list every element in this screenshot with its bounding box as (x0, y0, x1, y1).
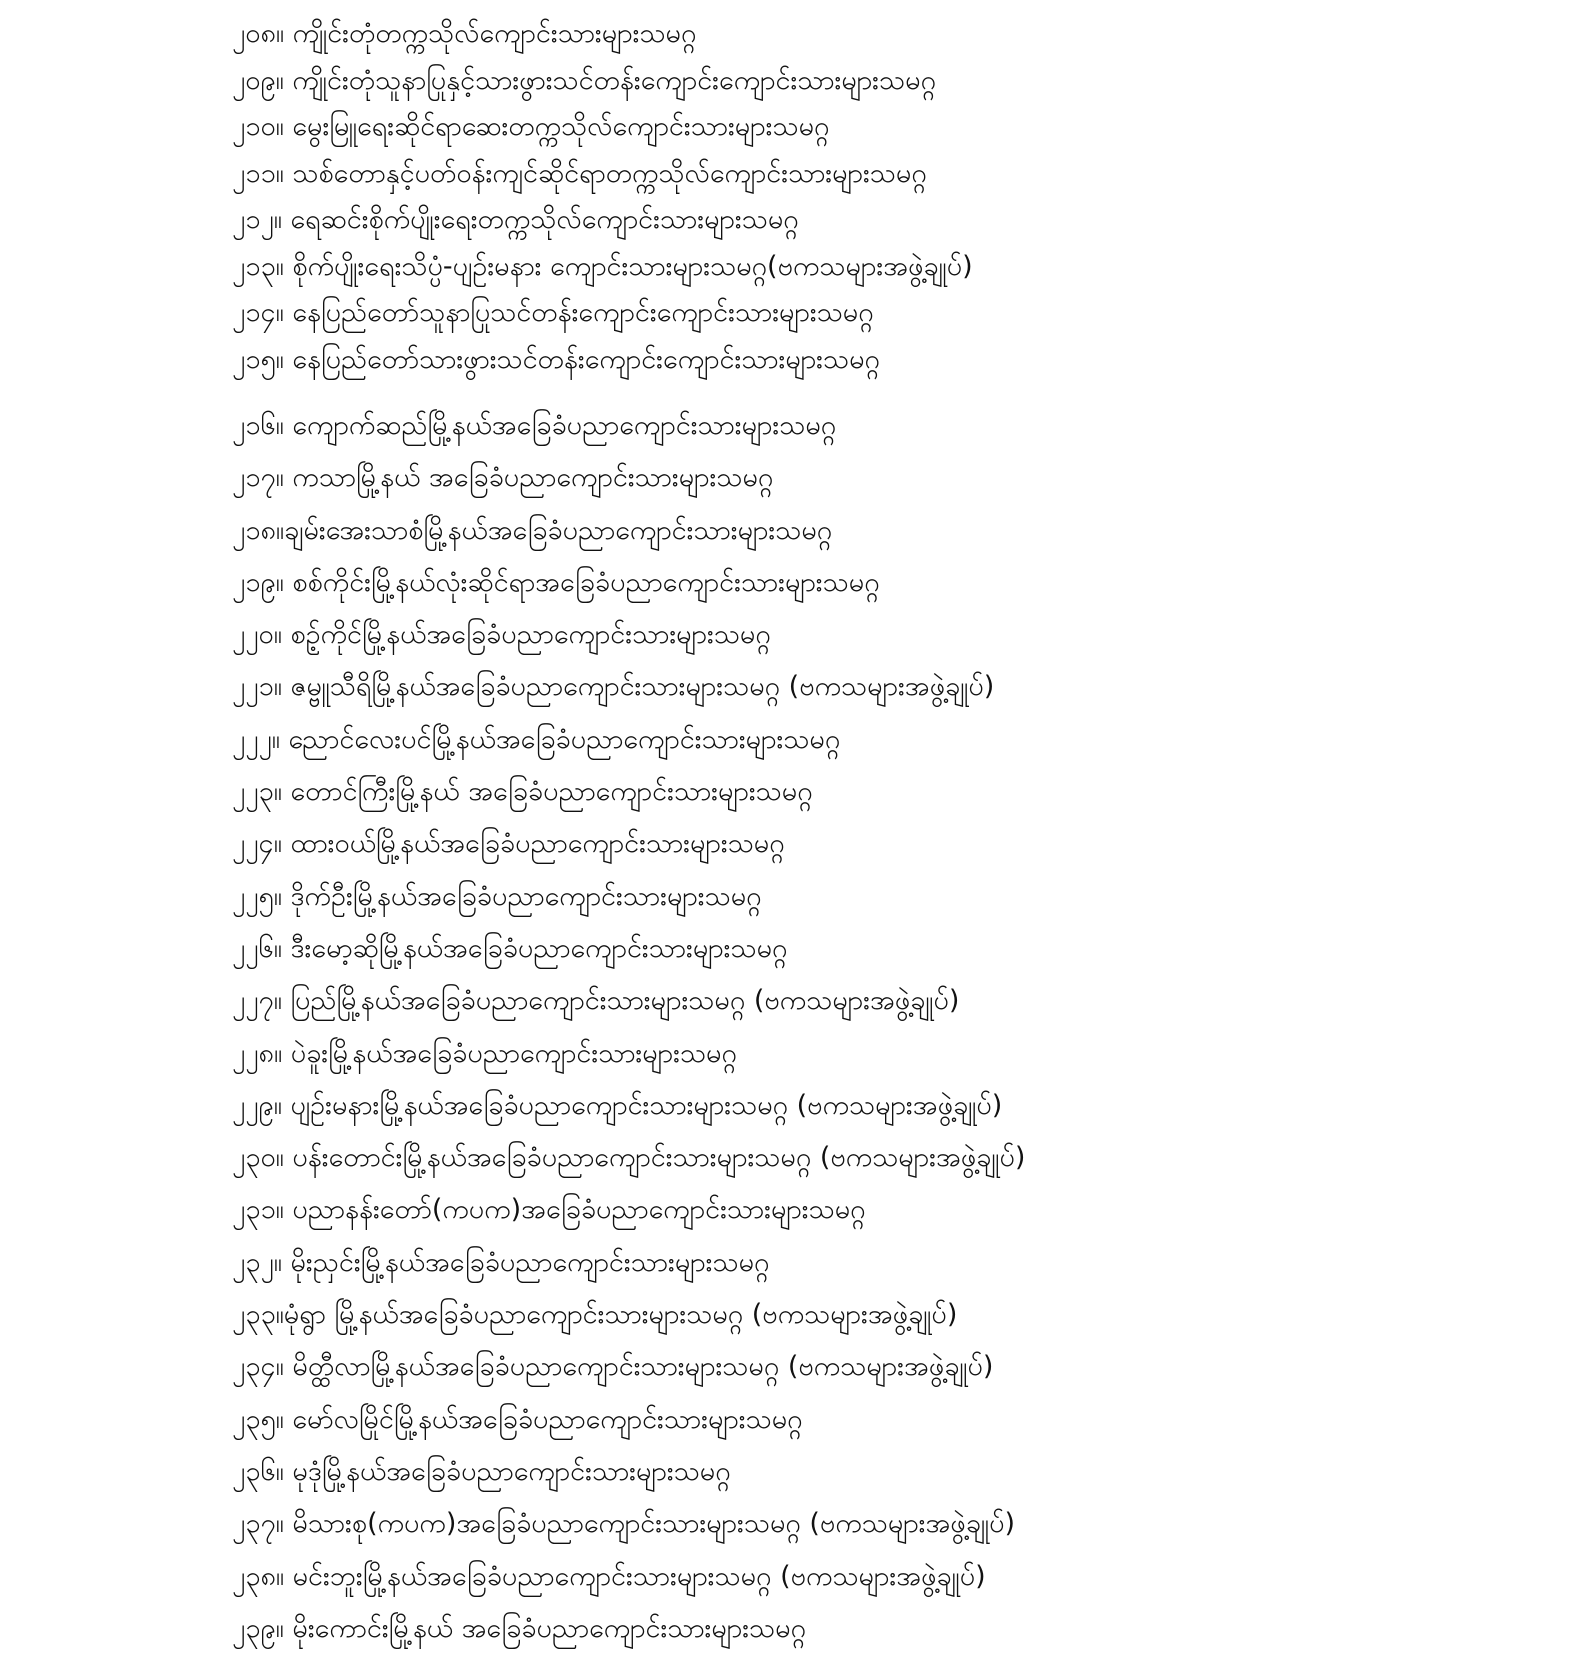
list-item: ၂၁၈။ချမ်းအေးသာစံမြို့နယ်အခြေခံပညာကျောင်းသားများသမဂ္ဂ (232, 514, 833, 546)
list-item: ၂၂၃။ တောင်ကြီးမြို့နယ် အခြေခံပညာကျောင်းသားများသမဂ္ဂ (232, 776, 813, 808)
union-list-group-a (232, 18, 1532, 390)
list-item: ၂၂၉။ ပျဉ်းမနားမြို့နယ်အခြေခံပညာကျောင်းသားများသမဂ္ဂ (ဗကသများအဖွဲ့ချုပ်) (232, 1089, 1003, 1121)
list-item: ၂၀၉။ ကျိုင်းတုံသူနာပြုနှင့်သားဖွားသင်တန်းကျောင်းကျောင်းသားများသမဂ္ဂ (232, 64, 936, 96)
list-item: ၂၃၅။ မော်လမြိုင်မြို့နယ်အခြေခံပညာကျောင်းသားများသမဂ္ဂ (232, 1403, 803, 1435)
list-item: ၂၂၁။ ဇမ္ဗူသီရိမြို့နယ်အခြေခံပညာကျောင်းသားများသမဂ္ဂ (ဗကသများအဖွဲ့ချုပ်) (232, 671, 995, 703)
list-item: ၂၁၁။ သစ်တောနှင့်ပတ်ဝန်းကျင်ဆိုင်ရာတက္ကသိုလ်ကျောင်းသားများသမဂ္ဂ (232, 157, 927, 189)
list-item: ၂၂၂။ ညောင်လေးပင်မြို့နယ်အခြေခံပညာကျောင်းသားများသမဂ္ဂ (232, 723, 841, 755)
list-item: ၂၃၉။ မိုးကောင်းမြို့နယ် အခြေခံပညာကျောင်းသားများသမဂ္ဂ (232, 1612, 807, 1644)
list-item: ၂၂၀။ စဉ့်ကိုင်မြို့နယ်အခြေခံပညာကျောင်းသားများသမဂ္ဂ (232, 619, 771, 651)
list-item: ၂၁၄။ နေပြည်တော်သူနာပြုသင်တန်းကျောင်းကျောင်းသားများသမဂ္ဂ (232, 297, 874, 328)
union-list-group-b (232, 410, 1532, 1665)
list-item: ၂၃၆။ မုဒုံမြို့နယ်အခြေခံပညာကျောင်းသားများသမဂ္ဂ (232, 1455, 731, 1487)
list-item: ၂၂၅။ ဒိုက်ဦးမြို့နယ်အခြေခံပညာကျောင်းသားများသမဂ္ဂ (232, 880, 762, 912)
list-item: ၂၃၃။မုံရွာ မြို့နယ်အခြေခံပညာကျောင်းသားများသမဂ္ဂ (ဗကသများအဖွဲ့ချုပ်) (232, 1299, 958, 1331)
list-item: ၂၃၁။ ပညာနန်းတော်(ကပက)အခြေခံပညာကျောင်းသားများသမဂ္ဂ (232, 1194, 866, 1226)
list-item: ၂၂၇။ ပြည်မြို့နယ်အခြေခံပညာကျောင်းသားများသမဂ္ဂ (ဗကသများအဖွဲ့ချုပ်) (232, 985, 960, 1017)
list-item: ၂၂၈။ ပဲခူးမြို့နယ်အခြေခံပညာကျောင်းသားများသမဂ္ဂ (232, 1037, 737, 1069)
list-item: ၂၁၂။ ရေဆင်းစိုက်ပျိုးရေးတက္ကသိုလ်ကျောင်းသားများသမဂ္ဂ (232, 204, 799, 235)
list-item: ၂၁၆။ ကျောက်ဆည်မြို့နယ်အခြေခံပညာကျောင်းသားများသမဂ္ဂ (232, 410, 837, 441)
list-item: ၂၃၄။ မိတ္ထီလာမြို့နယ်အခြေခံပညာကျောင်းသားများသမဂ္ဂ (ဗကသများအဖွဲ့ချုပ်) (232, 1351, 994, 1383)
list-item: ၂၂၆။ ဒီးမော့ဆိုမြို့နယ်အခြေခံပညာကျောင်းသားများသမဂ္ဂ (232, 932, 788, 964)
union-list (232, 18, 1532, 1665)
list-item: ၂၃၈။ မင်းဘူးမြို့နယ်အခြေခံပညာကျောင်းသားများသမဂ္ဂ (ဗကသများအဖွဲ့ချုပ်) (232, 1560, 986, 1592)
list-item: ၂၀၈။ ကျိုင်းတုံတက္ကသိုလ်ကျောင်းသားများသမဂ္ဂ (232, 18, 697, 49)
list-item: ၂၁၅။ နေပြည်တော်သားဖွားသင်တန်းကျောင်းကျောင်းသားများသမဂ္ဂ (232, 343, 880, 375)
list-item: ၂၁၉။ စစ်ကိုင်းမြို့နယ်လုံးဆိုင်ရာအခြေခံပညာကျောင်းသားများသမဂ္ဂ (232, 566, 880, 598)
list-item: ၂၃၂။ မိုးညှင်းမြို့နယ်အခြေခံပညာကျောင်းသားများသမဂ္ဂ (232, 1246, 770, 1278)
list-item: ၂၂၄။ ထားဝယ်မြို့နယ်အခြေခံပညာကျောင်းသားများသမဂ္ဂ (232, 828, 785, 860)
list-item: ၂၁၃။ စိုက်ပျိုးရေးသိပ္ပံ-ပျဉ်းမနား ကျောင်းသားများသမဂ္ဂ(ဗကသများအဖွဲ့ချုပ်) (232, 250, 973, 282)
list-item: ၂၃၇။ မိသားစု(ကပက)အခြေခံပညာကျောင်းသားများသမဂ္ဂ (ဗကသများအဖွဲ့ချုပ်) (232, 1508, 1015, 1540)
list-item: ၂၁၀။ မွေးမြူရေးဆိုင်ရာဆေးတက္ကသိုလ်ကျောင်းသားများသမဂ္ဂ (232, 111, 830, 142)
list-item: ၂၃၀။ ပန်းတောင်းမြို့နယ်အခြေခံပညာကျောင်းသားများသမဂ္ဂ (ဗကသများအဖွဲ့ချုပ်) (232, 1142, 1026, 1174)
list-item: ၂၁၇။ ကသာမြို့နယ် အခြေခံပညာကျောင်းသားများသမဂ္ဂ (232, 462, 774, 494)
